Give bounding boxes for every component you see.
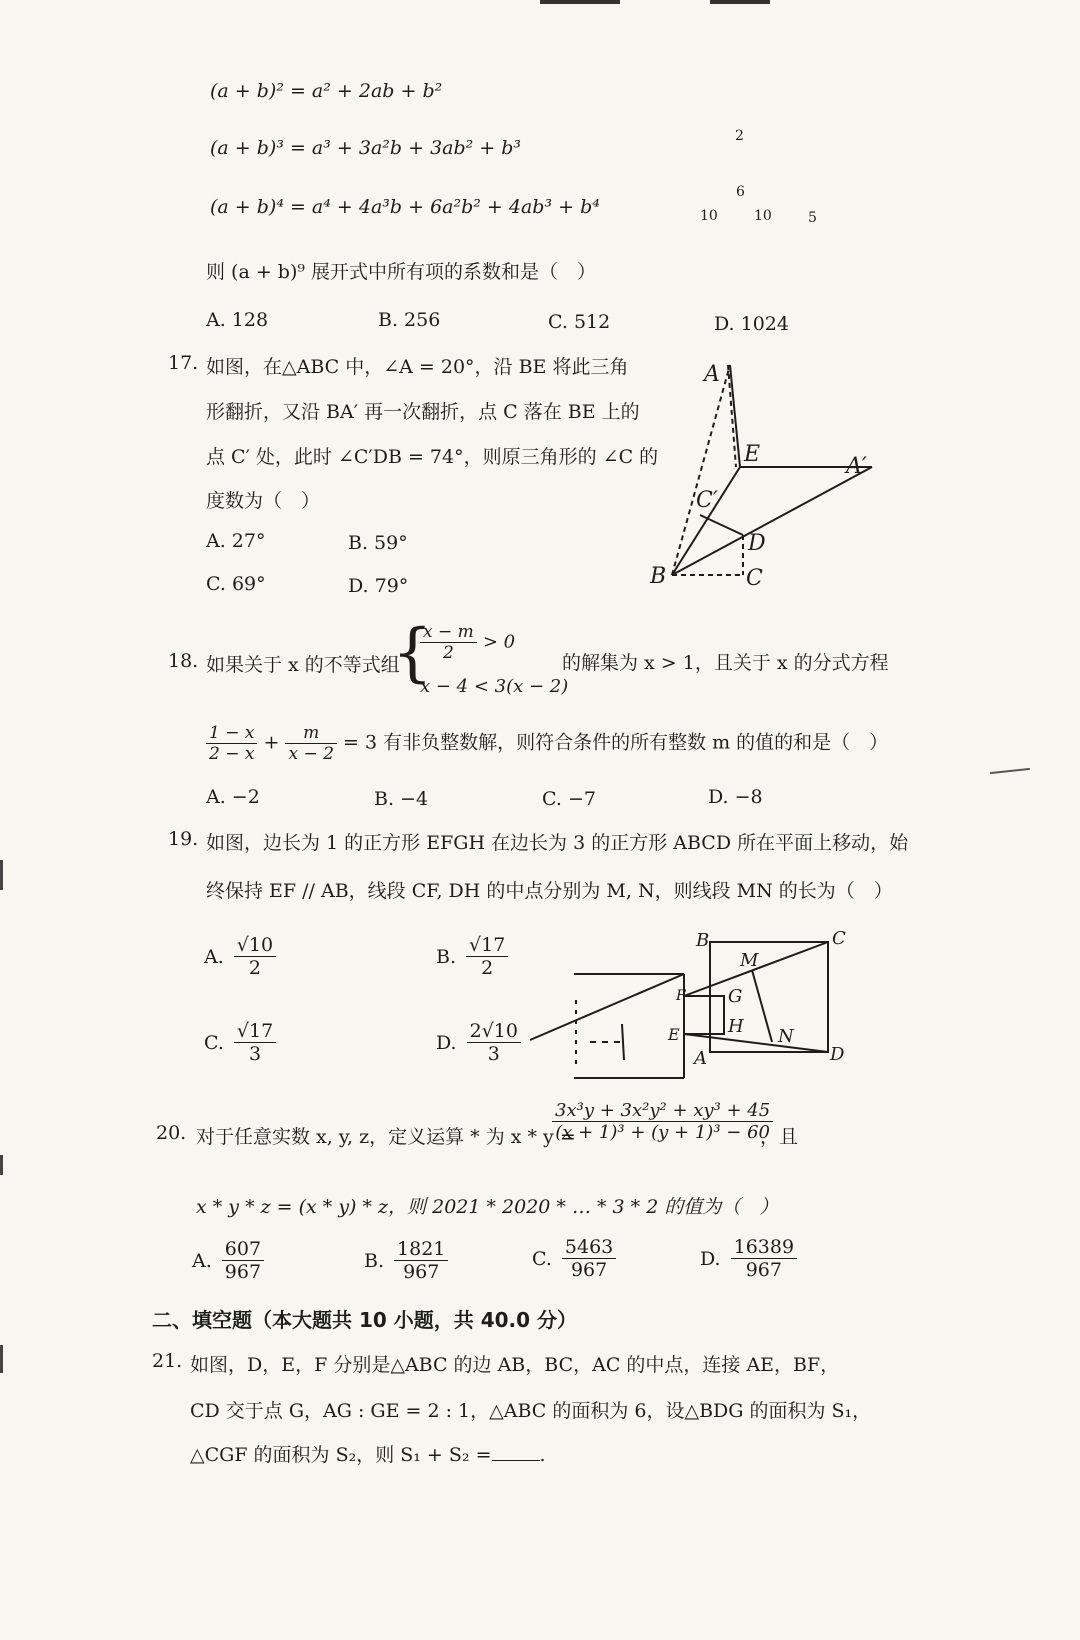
q17-line: 点 C′ 处，此时 ∠C′DB = 74°，则原三角形的 ∠C 的: [206, 446, 659, 468]
q18-after: 的解集为 x > 1，且关于 x 的分式方程: [562, 652, 889, 674]
label-d: D: [748, 531, 766, 556]
q20-formula: $\frac{\text{3x³y + 3x²y² + xy³ + 45}}{\text{(x + 1)³ + (y + 1)³ − 60}}$: [552, 1100, 773, 1143]
margin-note: 2: [735, 128, 744, 144]
q17-option-a: A. 27°: [206, 530, 266, 552]
q21-line3: △CGF 的面积为 S₂，则 S₁ + S₂ = .: [190, 1444, 546, 1466]
q21-line2: CD 交于点 G，AG : GE = 2 : 1，△ABC 的面积为 6，设△BDG 的面积为 S₁，: [190, 1400, 872, 1422]
q20-after: ，且: [760, 1126, 799, 1148]
scan-mark: [0, 1155, 3, 1175]
label-m: M: [740, 950, 759, 971]
q16-question: 则 (a + b)⁹ 展开式中所有项的系数和是（ ）: [206, 261, 597, 283]
q17-option-c: C. 69°: [206, 573, 266, 595]
q17-option-d: D. 79°: [348, 575, 409, 597]
q18-number: 18.: [168, 650, 199, 672]
q17-line: 形翻折，又沿 BA′ 再一次翻折，点 C 落在 BE 上的: [206, 401, 640, 423]
margin-note: 10: [700, 208, 718, 224]
label-c: C: [746, 566, 763, 591]
q19-option-c: C. $\frac{√17}{3}$: [204, 1020, 276, 1065]
q18-brace: {: [392, 616, 433, 690]
q19-option-a: A. $\frac{√10}{2}$: [204, 934, 276, 979]
q16-option-a: A. 128: [206, 309, 269, 331]
label-e: E: [744, 442, 761, 467]
q16-option-c: C. 512: [548, 311, 611, 333]
scan-mark: [0, 860, 3, 890]
q20-option-b: B. $\frac{1821}{967}$: [364, 1238, 448, 1283]
q18-option-a: A. −2: [206, 786, 260, 808]
q21-line1: 如图，D，E，F 分别是△ABC 的边 AB，BC，AC 的中点，连接 AE，BF，: [190, 1354, 840, 1376]
label-a: A: [704, 362, 720, 387]
expansion-fourth: (a + b)⁴ = a⁴ + 4a³b + 6a²b² + 4ab³ + b⁴: [210, 196, 600, 218]
expansion-square: (a + b)² = a² + 2ab + b²: [210, 80, 443, 102]
label-n: N: [778, 1026, 794, 1047]
label-e: E: [668, 1025, 680, 1044]
q19-option-b: B. $\frac{√17}{2}$: [436, 934, 508, 979]
q18-option-d: D. −8: [708, 786, 763, 808]
q19-number: 19.: [168, 828, 199, 850]
q18-option-c: C. −7: [542, 788, 596, 810]
label-b: B: [696, 930, 710, 951]
q20-option-d: D. $\frac{16389}{967}$: [700, 1236, 797, 1281]
label-g: G: [728, 986, 743, 1007]
label-c-prime: C′: [696, 488, 718, 513]
scan-mark: [540, 0, 620, 4]
label-a-prime: A′: [846, 454, 867, 479]
q21-number: 21.: [152, 1350, 183, 1372]
q19-option-d: D. $\frac{2√10}{3}$: [436, 1020, 521, 1065]
margin-note: 10: [754, 208, 772, 224]
q20-intro: 对于任意实数 x, y, z，定义运算 * 为 x * y =: [196, 1126, 576, 1148]
label-c: C: [832, 930, 846, 949]
q16-option-b: B. 256: [378, 309, 441, 331]
q18-equation: $\frac{1 - x}{2 - x}$ + $\frac{m}{x - 2}$ = 3 有非负整数解，则符合条件的所有整数 m 的值的和是（ ）: [206, 723, 888, 764]
label-f: F: [676, 988, 686, 1004]
q17-option-b: B. 59°: [348, 532, 408, 554]
q16-option-d: D. 1024: [714, 313, 789, 335]
section-title: 二、填空题（本大题共 10 小题，共 40.0 分）: [152, 1308, 578, 1332]
q18-intro: 如果关于 x 的不等式组: [206, 654, 400, 676]
label-a: A: [694, 1048, 707, 1069]
label-d: D: [830, 1044, 845, 1065]
q19-line1: 如图，边长为 1 的正方形 EFGH 在边长为 3 的正方形 ABCD 所在平面上移动，始: [206, 832, 909, 854]
q18-inequality-2: x − 4 < 3(x − 2): [420, 676, 569, 697]
q20-option-c: C. $\frac{5463}{967}$: [532, 1236, 616, 1281]
scan-mark: [990, 768, 1030, 774]
q18-option-b: B. −4: [374, 788, 429, 810]
margin-note: 5: [808, 210, 817, 226]
scan-mark: [0, 1345, 3, 1373]
label-b: B: [650, 564, 667, 589]
q20-number: 20.: [156, 1122, 187, 1144]
q19-line2: 终保持 EF // AB，线段 CF, DH 的中点分别为 M, N，则线段 MN 的长为（ ）: [206, 880, 893, 902]
q18-inequality-1: $\frac{x - m}{2}$ > 0: [420, 622, 515, 663]
answer-blank: [492, 1442, 540, 1461]
q20-line2: x * y * z = (x * y) * z，则 2021 * 2020 * … * 3 * 2 的值为（ ）: [196, 1196, 779, 1218]
q17-line: 如图，在△ABC 中，∠A = 20°，沿 BE 将此三角: [206, 356, 629, 378]
expansion-cube: (a + b)³ = a³ + 3a²b + 3ab² + b³: [210, 137, 522, 159]
q17-line: 度数为（ ）: [206, 490, 321, 512]
label-h: H: [728, 1016, 744, 1037]
scan-mark: [710, 0, 770, 4]
q19-figure: [510, 930, 860, 1090]
q17-number: 17.: [168, 352, 199, 374]
margin-note: 6: [736, 184, 745, 200]
q20-option-a: A. $\frac{607}{967}$: [192, 1238, 264, 1283]
q17-figure: [640, 355, 890, 595]
